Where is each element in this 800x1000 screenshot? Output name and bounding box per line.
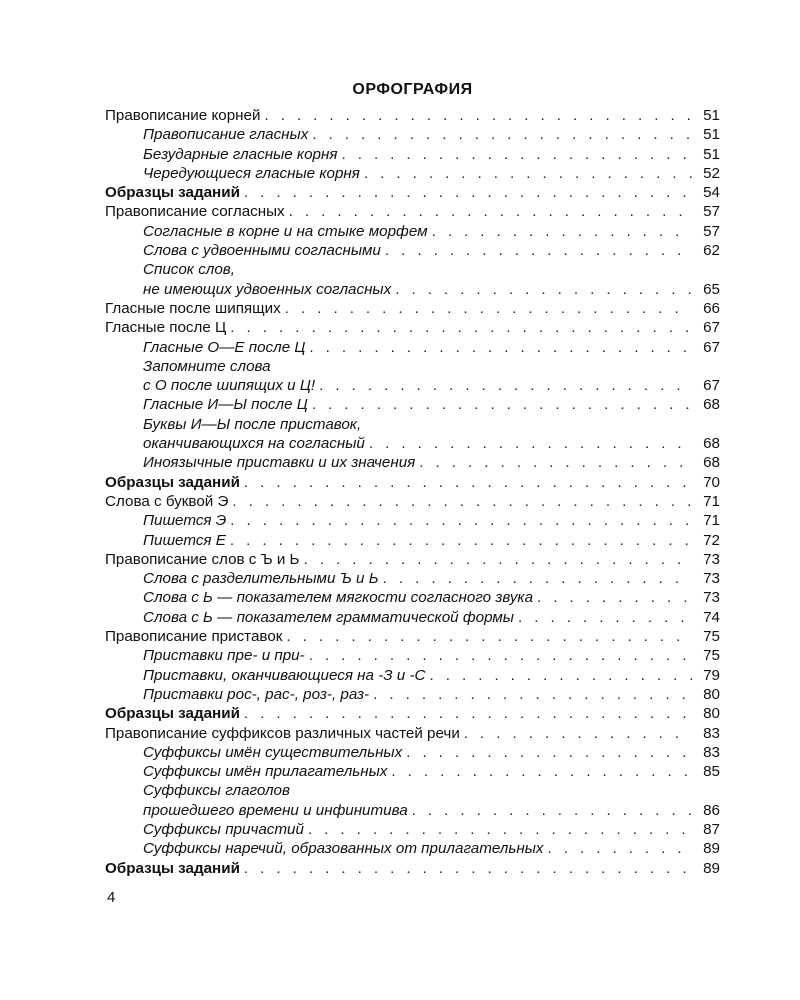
toc-subentry bbox=[105, 164, 720, 183]
toc-subentry bbox=[105, 781, 720, 800]
toc-entry-title: Образцы заданий bbox=[105, 184, 240, 202]
toc-entry-title: прошедшего времени и инфинитива bbox=[143, 801, 408, 819]
toc-entry-title: Гласные после Ц bbox=[105, 319, 227, 337]
toc-entry-page: 79 bbox=[703, 666, 720, 684]
dot-leader bbox=[281, 299, 692, 318]
dot-leader bbox=[381, 241, 692, 260]
toc-entry-page: 68 bbox=[703, 435, 720, 453]
toc-entry-title: Пишется Э bbox=[143, 512, 227, 530]
table-of-contents bbox=[105, 106, 720, 878]
toc-entry-page: 54 bbox=[703, 184, 720, 202]
dot-leader bbox=[365, 434, 692, 453]
toc-entry-page: 51 bbox=[703, 107, 720, 124]
toc-entry-title: Приставки рос-, рас-, роз-, раз- bbox=[143, 685, 370, 703]
toc-entry-title: Слова с Ь — показателем грамматической формы bbox=[143, 608, 514, 626]
toc-entry-page: 89 bbox=[703, 840, 720, 858]
dot-leader bbox=[240, 473, 692, 492]
toc-entry-page: 80 bbox=[703, 685, 720, 703]
toc-entry-page: 86 bbox=[703, 801, 720, 819]
toc-entry bbox=[105, 492, 720, 511]
toc-entry-title: оканчивающихся на согласный bbox=[143, 435, 365, 453]
toc-entry-page: 72 bbox=[703, 531, 720, 549]
toc-entry-title: Правописание суффиксов различных частей речи bbox=[105, 724, 460, 742]
toc-entry-title: Образцы заданий bbox=[105, 705, 240, 723]
toc-entry-title: Суффиксы наречий, образованных от прилагательных bbox=[143, 840, 544, 858]
toc-entry-title: Образцы заданий bbox=[105, 473, 240, 491]
toc-subentry bbox=[105, 125, 720, 144]
toc-entry-title: Слова с буквой Э bbox=[105, 492, 229, 510]
toc-subentry bbox=[105, 241, 720, 260]
toc-entry-page: 52 bbox=[703, 164, 720, 182]
dot-leader bbox=[360, 164, 692, 183]
dot-leader bbox=[369, 685, 692, 704]
toc-entry-page: 51 bbox=[703, 126, 720, 144]
dot-leader bbox=[308, 125, 692, 144]
toc-entry-page: 75 bbox=[703, 628, 720, 646]
toc-entry-page: 65 bbox=[703, 280, 720, 298]
dot-leader bbox=[460, 724, 692, 743]
dot-leader bbox=[408, 801, 692, 820]
toc-subentry bbox=[105, 395, 720, 414]
toc-entry-title: Слова с Ь — показателем мягкости согласного звука bbox=[143, 589, 534, 607]
dot-leader bbox=[425, 666, 692, 685]
toc-entry-page: 51 bbox=[703, 145, 720, 163]
dot-leader bbox=[304, 820, 692, 839]
toc-subentry bbox=[105, 145, 720, 164]
dot-leader bbox=[240, 704, 692, 723]
dot-leader bbox=[391, 280, 692, 299]
toc-subentry bbox=[105, 280, 720, 299]
dot-leader bbox=[415, 453, 692, 472]
toc-entry-page: 83 bbox=[703, 743, 720, 761]
toc-subentry bbox=[105, 569, 720, 588]
toc-subentry bbox=[105, 357, 720, 376]
toc-entry-page: 80 bbox=[703, 705, 720, 723]
toc-entry-title: Пишется Е bbox=[143, 531, 226, 549]
toc-entry-title: с О после шипящих и Ц! bbox=[143, 377, 316, 395]
toc-entry-page: 68 bbox=[703, 396, 720, 414]
dot-leader bbox=[240, 183, 692, 202]
toc-subentry bbox=[105, 453, 720, 472]
toc-entry bbox=[105, 627, 720, 646]
dot-leader bbox=[305, 338, 692, 357]
toc-entry-title: Запомните слова bbox=[143, 357, 271, 375]
toc-entry bbox=[105, 704, 720, 723]
dot-leader bbox=[226, 511, 692, 530]
toc-entry-title: Образцы заданий bbox=[105, 859, 240, 877]
dot-leader bbox=[240, 859, 692, 878]
toc-subentry bbox=[105, 820, 720, 839]
dot-leader bbox=[300, 550, 692, 569]
toc-entry-page: 67 bbox=[703, 377, 720, 395]
dot-leader bbox=[387, 762, 692, 781]
toc-entry-page: 68 bbox=[703, 454, 720, 472]
toc-entry-title: Список слов, bbox=[143, 261, 235, 279]
dot-leader bbox=[544, 839, 693, 858]
toc-entry-title: Правописание согласных bbox=[105, 203, 285, 221]
toc-entry-title: Гласные после шипящих bbox=[105, 299, 281, 317]
toc-entry bbox=[105, 859, 720, 878]
dot-leader bbox=[305, 646, 692, 665]
dot-leader bbox=[282, 627, 692, 646]
toc-entry-page: 67 bbox=[703, 319, 720, 337]
toc-entry-title: Гласные И—Ы после Ц bbox=[143, 396, 308, 414]
toc-subentry bbox=[105, 839, 720, 858]
toc-entry-page: 67 bbox=[703, 338, 720, 356]
toc-subentry bbox=[105, 338, 720, 357]
toc-subentry bbox=[105, 376, 720, 395]
toc-entry-page: 71 bbox=[703, 512, 720, 530]
toc-subentry bbox=[105, 646, 720, 665]
toc-subentry bbox=[105, 685, 720, 704]
toc-entry-page: 66 bbox=[703, 299, 720, 317]
toc-subentry bbox=[105, 743, 720, 762]
toc-subentry bbox=[105, 260, 720, 279]
toc-entry-title: Правописание приставок bbox=[105, 628, 283, 646]
toc-entry-page: 70 bbox=[703, 473, 720, 491]
toc-subentry bbox=[105, 222, 720, 241]
toc-entry-title: Буквы И—Ы после приставок, bbox=[143, 415, 362, 433]
dot-leader bbox=[308, 395, 692, 414]
toc-entry-page: 85 bbox=[703, 763, 720, 781]
toc-entry bbox=[105, 183, 720, 202]
toc-subentry bbox=[105, 608, 720, 627]
toc-entry-title: Суффиксы имён прилагательных bbox=[143, 763, 388, 781]
toc-entry-page: 75 bbox=[703, 647, 720, 665]
toc-entry-page: 57 bbox=[703, 203, 720, 221]
toc-entry bbox=[105, 550, 720, 569]
toc-entry-page: 83 bbox=[703, 724, 720, 742]
dot-leader bbox=[428, 222, 692, 241]
toc-entry-title: Чередующиеся гласные корня bbox=[143, 164, 360, 182]
toc-entry-title: Правописание корней bbox=[105, 107, 261, 124]
dot-leader bbox=[379, 569, 692, 588]
toc-entry-page: 57 bbox=[703, 222, 720, 240]
toc-entry-page: 74 bbox=[703, 608, 720, 626]
toc-entry-title: не имеющих удвоенных согласных bbox=[143, 280, 392, 298]
toc-subentry bbox=[105, 666, 720, 685]
toc-entry-title: Иноязычные приставки и их значения bbox=[143, 454, 416, 472]
toc-entry bbox=[105, 202, 720, 221]
toc-subentry bbox=[105, 588, 720, 607]
toc-entry-title: Слова с разделительными Ъ и Ь bbox=[143, 570, 379, 588]
toc-entry bbox=[105, 299, 720, 318]
toc-entry bbox=[105, 724, 720, 743]
toc-entry-page: 62 bbox=[703, 242, 720, 260]
dot-leader bbox=[533, 588, 692, 607]
dot-leader bbox=[285, 202, 692, 221]
page-number: 4 bbox=[107, 889, 116, 906]
toc-entry-title: Слова с удвоенными согласными bbox=[143, 242, 381, 260]
toc-entry-title: Гласные О—Е после Ц bbox=[143, 338, 306, 356]
toc-entry-title: Приставки, оканчивающиеся на -З и -С bbox=[143, 666, 426, 684]
dot-leader bbox=[514, 608, 692, 627]
toc-entry-page: 87 bbox=[703, 820, 720, 838]
toc-subentry bbox=[105, 434, 720, 453]
toc-entry-title: Суффиксы имён существительных bbox=[143, 743, 403, 761]
toc-entry-title: Безударные гласные корня bbox=[143, 145, 338, 163]
toc-entry-title: Согласные в корне и на стыке морфем bbox=[143, 222, 428, 240]
toc-entry bbox=[105, 106, 720, 125]
dot-leader bbox=[337, 145, 692, 164]
toc-entry-title: Правописание гласных bbox=[143, 126, 309, 144]
toc-subentry bbox=[105, 801, 720, 820]
toc-entry-page: 73 bbox=[703, 550, 720, 568]
toc-entry bbox=[105, 473, 720, 492]
toc-subentry bbox=[105, 531, 720, 550]
dot-leader bbox=[260, 106, 692, 125]
toc-subentry bbox=[105, 762, 720, 781]
toc-entry-title: Приставки пре- и при- bbox=[143, 647, 305, 665]
dot-leader bbox=[226, 318, 692, 337]
toc-entry-page: 73 bbox=[703, 589, 720, 607]
dot-leader bbox=[228, 492, 692, 511]
toc-entry-title: Правописание слов с Ъ и Ь bbox=[105, 550, 300, 568]
section-heading: ОРФОГРАФИЯ bbox=[352, 81, 473, 98]
toc-entry-title: Суффиксы глаголов bbox=[143, 782, 290, 800]
dot-leader bbox=[315, 376, 692, 395]
toc-subentry bbox=[105, 511, 720, 530]
dot-leader bbox=[226, 531, 692, 550]
toc-subentry bbox=[105, 415, 720, 434]
toc-entry-page: 73 bbox=[703, 570, 720, 588]
toc-entry-title: Суффиксы причастий bbox=[143, 820, 304, 838]
toc-entry bbox=[105, 318, 720, 337]
toc-entry-page: 71 bbox=[703, 492, 720, 510]
dot-leader bbox=[402, 743, 692, 762]
toc-entry-page: 89 bbox=[703, 859, 720, 877]
